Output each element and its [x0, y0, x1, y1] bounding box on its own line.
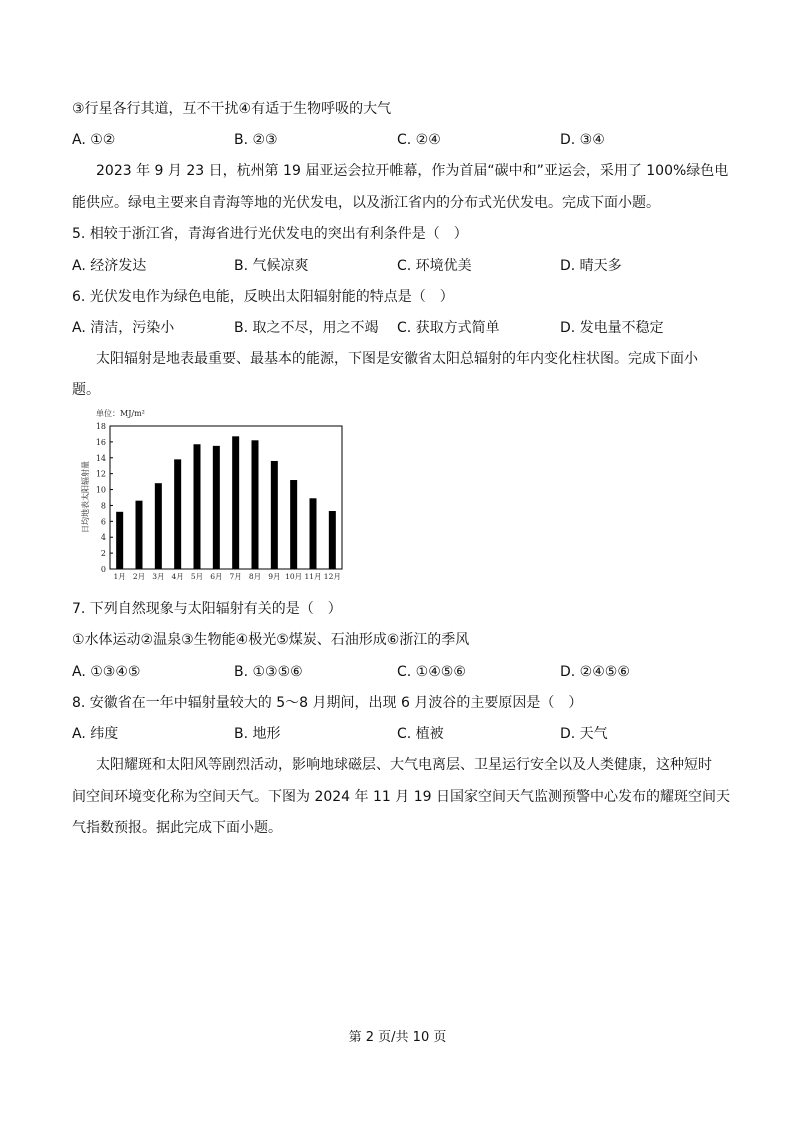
option-b: B. 气候凉爽 [234, 258, 309, 274]
option-b: B. ①③⑤⑥ [234, 664, 303, 680]
x-tick-label: 1月 [113, 572, 126, 581]
chart-frame [110, 426, 342, 569]
option-c: C. 获取方式简单 [397, 320, 500, 336]
y-tick-label: 4 [100, 533, 106, 543]
y-tick-label: 10 [95, 485, 106, 495]
x-tick-label: 10月 [285, 572, 303, 581]
option-a: A. ①② [72, 132, 116, 148]
x-axis [114, 566, 341, 581]
passage-paragraph: 2023 年 9 月 23 日，杭州第 19 届亚运会拉开帷幕，作为首届“碳中和”亚运会，采用了 100%绿色电 [96, 163, 729, 179]
passage-paragraph: 太阳辐射是地表最重要、最基本的能源，下图是安徽省太阳总辐射的年内变化柱状图。完成下面小 [96, 351, 698, 367]
y-tick-label: 2 [100, 549, 106, 559]
y-tick-label: 8 [100, 501, 106, 511]
passage-paragraph: 太阳耀斑和太阳风等剧烈活动，影响地球磁层、大气电离层、卫星运行安全以及人类健康，这种短时 [96, 757, 712, 773]
option-d: D. 天气 [560, 726, 608, 742]
bar [232, 436, 239, 569]
option-c: C. 环境优美 [397, 258, 472, 274]
option-d: D. ②④⑤⑥ [560, 664, 630, 680]
bar [290, 480, 297, 569]
bar [329, 511, 336, 569]
option-c: C. 植被 [397, 726, 444, 742]
x-tick-label: 2月 [132, 572, 146, 581]
x-tick-label: 6月 [210, 572, 223, 581]
bar [252, 440, 259, 569]
y-tick-label: 16 [95, 437, 106, 447]
text-line: ③行星各行其道，互不干扰④有适于生物呼吸的大气 [72, 101, 392, 117]
x-tick-label: 8月 [248, 572, 262, 581]
question-7-items: ①水体运动②温泉③生物能④极光⑤煤炭、石油形成⑥浙江的季风 [72, 632, 470, 648]
y-tick-label: 18 [95, 422, 106, 431]
option-b: B. ②③ [234, 132, 278, 148]
bars [116, 436, 336, 569]
passage-paragraph: 能供应。绿电主要来自青海等地的光伏发电，以及浙江省内的分布式光伏发电。完成下面小题。 [72, 195, 660, 211]
option-a: A. 清洁，污染小 [72, 320, 175, 336]
x-tick-label: 7月 [229, 572, 242, 581]
passage-paragraph: 题。 [72, 382, 100, 398]
passage-paragraph: 气指数预报。据此完成下面小题。 [72, 820, 282, 836]
page-footer: 第 2 页/共 10 页 [348, 1030, 447, 1045]
y-tick-label: 14 [95, 453, 106, 463]
chart-ylabel: 日均地表太阳辐射量 [81, 461, 90, 533]
x-tick-label: 9月 [268, 572, 281, 581]
option-a: A. 纬度 [72, 726, 119, 742]
radiation-bar-chart [74, 402, 364, 592]
option-d: D. 晴天多 [560, 258, 622, 274]
y-tick-label: 0 [100, 565, 106, 574]
bar [136, 501, 143, 569]
x-tick-label: 12月 [323, 572, 341, 581]
y-tick-label: 6 [100, 517, 106, 527]
bar [194, 444, 201, 569]
bar [310, 498, 317, 569]
option-b: B. 地形 [234, 726, 281, 742]
bar [213, 446, 220, 569]
question-6: 6. 光伏发电作为绿色电能，反映出太阳辐射能的特点是（ ） [72, 289, 454, 305]
question-8: 8. 安徽省在一年中辐射量较大的 5～8 月期间，出现 6 月波谷的主要原因是（ ） [72, 695, 583, 711]
bar [271, 461, 278, 569]
question-5: 5. 相较于浙江省，青海省进行光伏发电的突出有利条件是（ ） [72, 226, 468, 242]
y-tick-label: 12 [95, 469, 106, 479]
option-b: B. 取之不尽，用之不竭 [234, 320, 379, 336]
passage-paragraph: 间空间环境变化称为空间天气。下图为 2024 年 11 月 19 日国家空间天气监测预警中心发布的耀斑空间天 [72, 789, 730, 805]
x-tick-label: 11月 [304, 572, 322, 581]
option-a: A. 经济发达 [72, 258, 147, 274]
x-tick-label: 5月 [190, 572, 204, 581]
bar [116, 512, 123, 569]
x-tick-label: 4月 [171, 572, 184, 581]
option-c: C. ①④⑤⑥ [397, 664, 466, 680]
option-a: A. ①③④⑤ [72, 664, 141, 680]
option-c: C. ②④ [397, 132, 441, 148]
x-tick-label: 3月 [152, 572, 165, 581]
option-d: D. 发电量不稳定 [560, 320, 664, 336]
chart-unit-label: 单位：MJ/m² [96, 409, 145, 418]
option-d: D. ③④ [560, 132, 605, 148]
bar [174, 459, 181, 569]
question-7: 7. 下列自然现象与太阳辐射有关的是（ ） [72, 601, 342, 617]
bar [155, 483, 162, 569]
